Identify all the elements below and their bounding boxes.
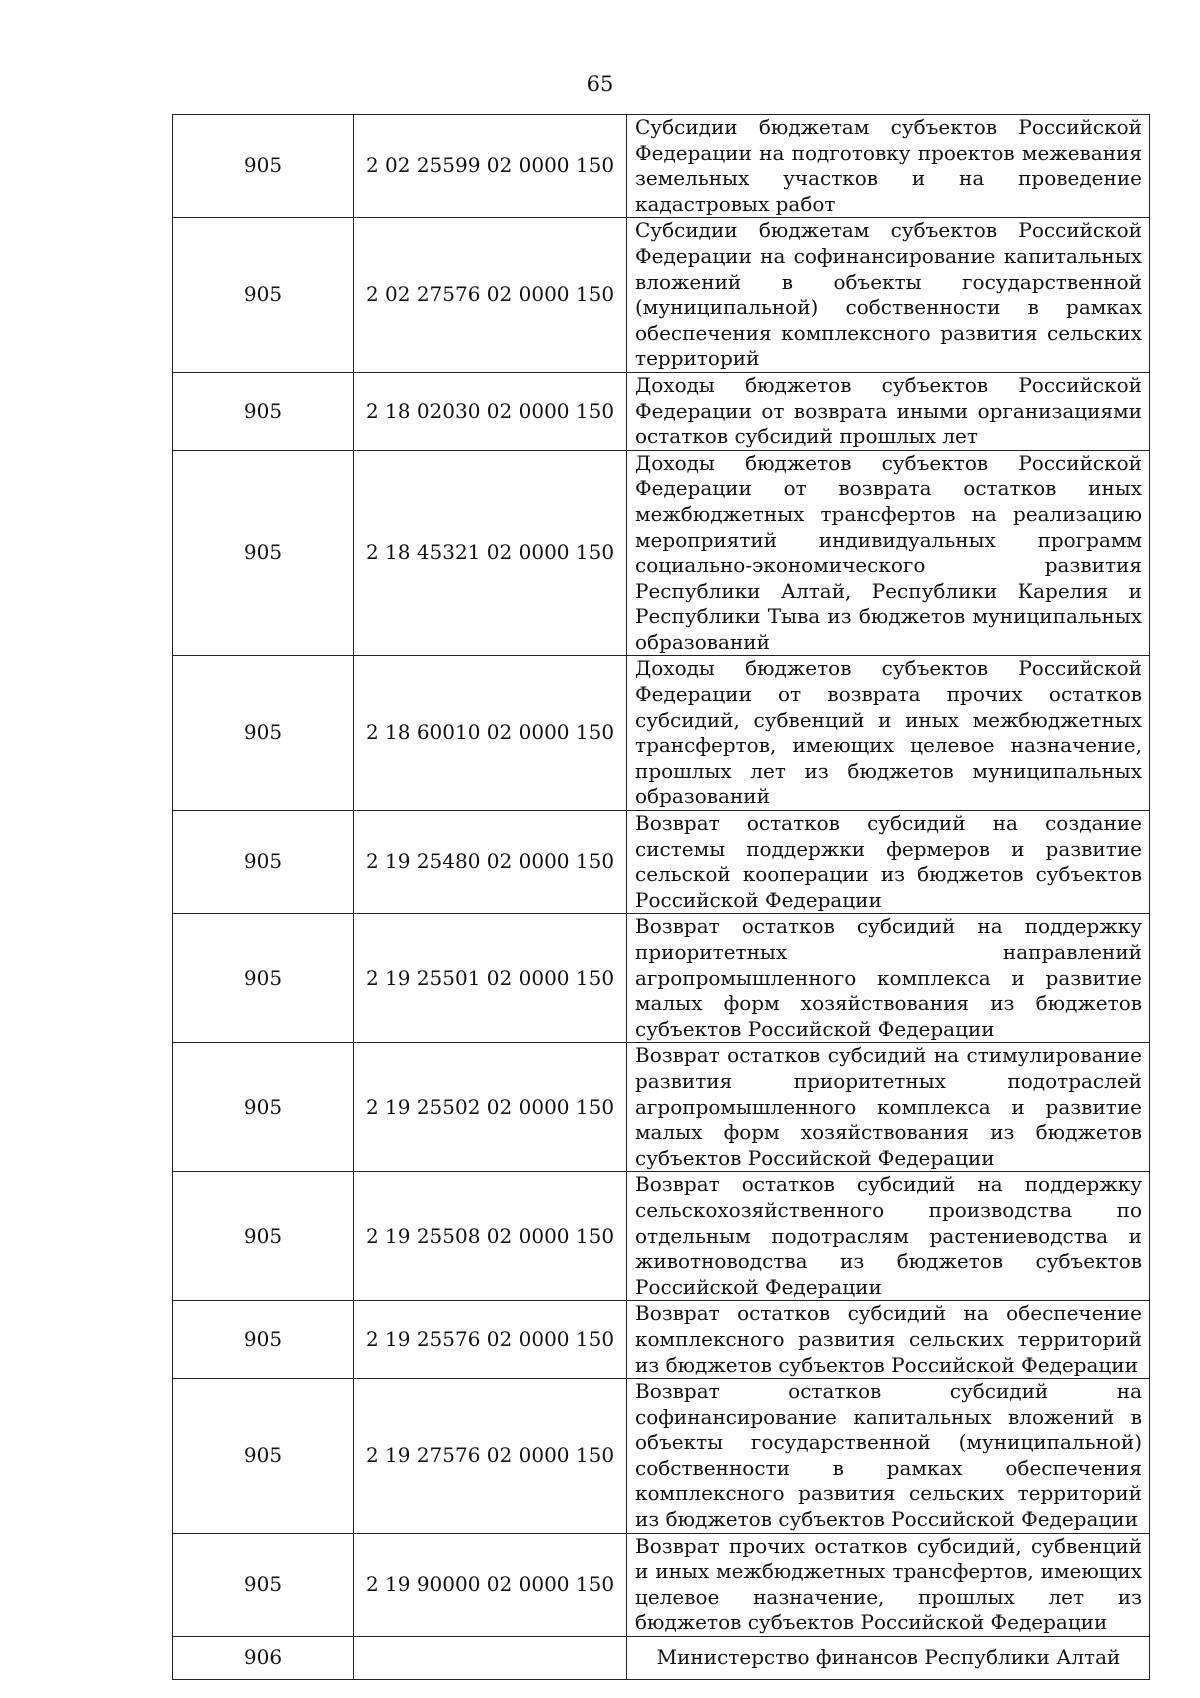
budget-classification-code-cell: 2 02 27576 02 0000 150 (354, 218, 627, 373)
revenue-name-cell: Возврат остатков субсидий на стимулирование развития приоритетных подотраслей агропромышленного комплекса и развитие малых форм хозяйствования из бюджетов субъектов Российской Федерации (627, 1043, 1150, 1172)
table-row (173, 1172, 1150, 1301)
revenue-name-cell: Возврат остатков субсидий на обеспечение комплексного развития сельских территорий из бюджетов субъектов Российской Федерации (627, 1301, 1150, 1379)
revenue-name-cell: Возврат остатков субсидий на софинансирование капитальных вложений в объекты государственной (муниципальной) собственности в рамках обеспечения комплексного развития сельских территорий из бюджетов субъектов Российской Федерации (627, 1379, 1150, 1534)
budget-classification-code-cell: 2 19 25501 02 0000 150 (354, 914, 627, 1043)
table-row (173, 656, 1150, 811)
admin-code-cell: 905 (173, 811, 354, 914)
admin-code-cell: 905 (173, 1301, 354, 1379)
budget-classification-code-cell: 2 19 27576 02 0000 150 (354, 1379, 627, 1534)
revenue-name-cell: Доходы бюджетов субъектов Российской Федерации от возврата иными организациями остатков субсидий прошлых лет (627, 372, 1150, 450)
revenue-name-cell: Субсидии бюджетам субъектов Российской Федерации на софинансирование капитальных вложений в объекты государственной (муниципальной) собственности в рамках обеспечения комплексного развития сельских территорий (627, 218, 1150, 373)
table-row (173, 372, 1150, 450)
budget-classification-code-cell (354, 1637, 627, 1680)
admin-code-cell: 905 (173, 1533, 354, 1636)
revenue-name-cell: Доходы бюджетов субъектов Российской Федерации от возврата прочих остатков субсидий, субвенций и иных межбюджетных трансфертов, имеющих целевое назначение, прошлых лет из бюджетов муниципальных образований (627, 656, 1150, 811)
revenue-name-cell: Субсидии бюджетам субъектов Российской Федерации на подготовку проектов межевания земельных участков и на проведение кадастровых работ (627, 115, 1150, 218)
revenue-name-cell: Возврат прочих остатков субсидий, субвенций и иных межбюджетных трансфертов, имеющих целевое назначение, прошлых лет из бюджетов субъектов Российской Федерации (627, 1533, 1150, 1636)
revenue-name-cell: Возврат остатков субсидий на поддержку приоритетных направлений агропромышленного комплекса и развитие малых форм хозяйствования из бюджетов субъектов Российской Федерации (627, 914, 1150, 1043)
revenue-name-cell: Возврат остатков субсидий на создание системы поддержки фермеров и развитие сельской кооперации из бюджетов субъектов Российской Федерации (627, 811, 1150, 914)
admin-code-cell: 906 (173, 1637, 354, 1680)
table-row (173, 218, 1150, 373)
table-row (173, 811, 1150, 914)
table-row (173, 1301, 1150, 1379)
admin-code-cell: 905 (173, 1379, 354, 1534)
budget-classification-code-cell: 2 19 25480 02 0000 150 (354, 811, 627, 914)
table-row (173, 1379, 1150, 1534)
admin-code-cell: 905 (173, 914, 354, 1043)
revenue-name-cell: Возврат остатков субсидий на поддержку сельскохозяйственного производства по отдельным подотраслям растениеводства и животноводства из бюджетов субъектов Российской Федерации (627, 1172, 1150, 1301)
page-number: 65 (586, 72, 614, 96)
budget-classification-code-cell: 2 19 25502 02 0000 150 (354, 1043, 627, 1172)
admin-code-cell: 905 (173, 1172, 354, 1301)
revenue-codes-table (172, 114, 1150, 1680)
administrator-name-cell: Министерство финансов Республики Алтай (627, 1637, 1150, 1680)
admin-code-cell: 905 (173, 218, 354, 373)
revenue-name-cell: Доходы бюджетов субъектов Российской Федерации от возврата остатков иных межбюджетных трансфертов на реализацию мероприятий индивидуальных программ социально-экономического развития Республики Алтай, Республики Карелия и Республики Тыва из бюджетов муниципальных образований (627, 450, 1150, 656)
budget-classification-code-cell: 2 19 90000 02 0000 150 (354, 1533, 627, 1636)
budget-classification-code-cell: 2 18 60010 02 0000 150 (354, 656, 627, 811)
admin-code-cell: 905 (173, 450, 354, 656)
budget-classification-code-cell: 2 19 25576 02 0000 150 (354, 1301, 627, 1379)
budget-classification-code-cell: 2 18 02030 02 0000 150 (354, 372, 627, 450)
admin-code-cell: 905 (173, 115, 354, 218)
table-row (173, 1043, 1150, 1172)
admin-code-cell: 905 (173, 656, 354, 811)
table-row (173, 1533, 1150, 1636)
table-row (173, 450, 1150, 656)
budget-classification-code-cell: 2 18 45321 02 0000 150 (354, 450, 627, 656)
admin-code-cell: 905 (173, 1043, 354, 1172)
table-row (173, 1637, 1150, 1680)
budget-classification-code-cell: 2 02 25599 02 0000 150 (354, 115, 627, 218)
table-row (173, 914, 1150, 1043)
budget-classification-code-cell: 2 19 25508 02 0000 150 (354, 1172, 627, 1301)
admin-code-cell: 905 (173, 372, 354, 450)
table-row (173, 115, 1150, 218)
